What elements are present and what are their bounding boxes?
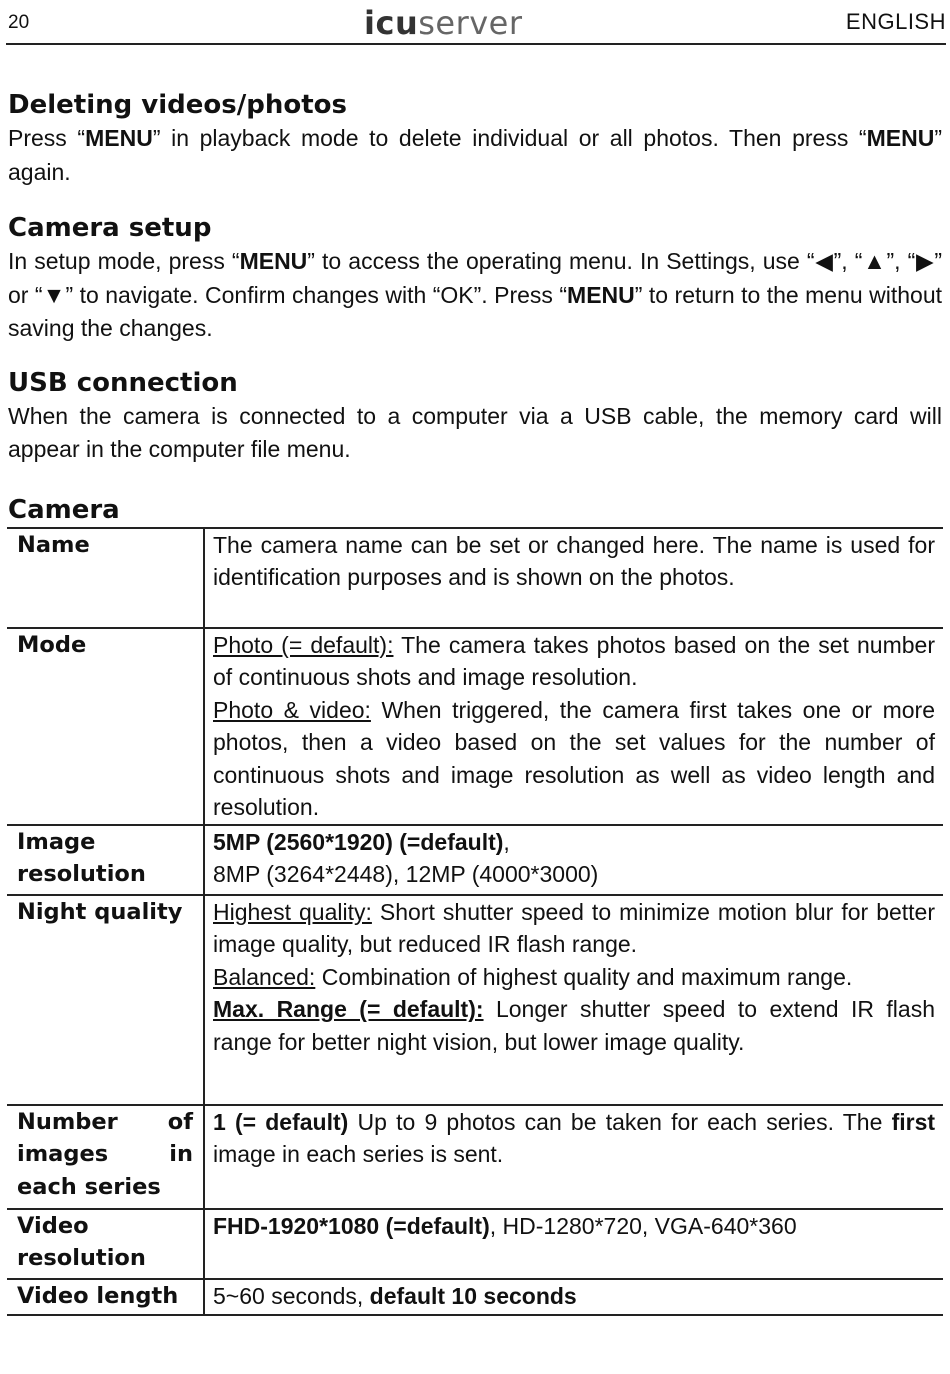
table-row-images-per-series [7, 1105, 943, 1209]
section-text-deleting [8, 122, 942, 189]
section-text-camera-setup [8, 245, 942, 346]
option-text: Short shutter speed to minimize motion blur for better image quality, but reduced IR flash range. [213, 898, 936, 957]
table-row-mode [7, 628, 943, 825]
label-line: Image [17, 828, 96, 855]
row-description [204, 895, 943, 1105]
other-values: , HD-1280*720, VGA-640*360 [489, 1212, 797, 1239]
option-highest-quality [213, 896, 935, 961]
label-line: resolution [17, 1245, 146, 1271]
row-label [7, 825, 204, 895]
row-description [204, 1209, 943, 1279]
section-title-deleting: Deleting videos/photos [8, 90, 347, 120]
option-photo-video [213, 694, 935, 824]
section-deleting [8, 88, 942, 189]
option-label: Highest quality: [213, 898, 372, 925]
label-line: Video [17, 1212, 89, 1239]
row-description: The camera name can be set or changed here. The name is used for identification purposes and is shown on the photos. [204, 528, 943, 628]
brand-logo [364, 4, 523, 42]
text-part: In setup mode, press “ [8, 248, 240, 274]
range-value: 5~60 seconds, [213, 1282, 370, 1309]
row-label: Mode [7, 628, 204, 825]
logo-bold-part: icu [364, 4, 419, 42]
menu-keyword: MENU [567, 281, 635, 308]
default-value: 1 (= default) [213, 1108, 349, 1135]
text-part: ” to access the operating menu. In Settings, use “◀”, “▲”, “▶” or “▼” to navigate. Confirm changes with “OK”. Press “ [8, 248, 943, 308]
section-title-camera: Camera [8, 494, 120, 525]
row-description [204, 825, 943, 895]
menu-keyword: MENU [239, 248, 308, 274]
section-text-usb: When the camera is connected to a computer via a USB cable, the memory card will appear in the computer file menu. [8, 402, 942, 462]
language-label: ENGLISH [845, 9, 946, 34]
label-line: Number of [17, 1108, 193, 1135]
page-content [8, 88, 942, 1316]
emphasis: first [891, 1108, 936, 1135]
section-camera-setup [8, 211, 942, 346]
option-label: Balanced: [213, 963, 316, 990]
text-part: ” again. [8, 125, 943, 185]
option-label: Photo & video: [213, 696, 371, 723]
text-part: Up to 9 photos can be taken for each series. The [348, 1108, 892, 1135]
text-part: ” to return to the menu without saving the changes. [8, 281, 942, 341]
text-part: ” in playback mode to delete individual or all photos. Then press “ [152, 125, 867, 151]
option-label: Photo (= default): [213, 631, 394, 658]
logo-light-part: server [418, 4, 523, 42]
option-label: Max. Range (= default): [213, 996, 484, 1022]
table-row-video-length [7, 1279, 943, 1315]
row-label: Night quality [7, 895, 204, 1105]
label-line: images in [17, 1141, 193, 1167]
table-row-image-resolution [7, 825, 943, 895]
option-balanced [213, 961, 935, 994]
default-value: FHD-1920*1080 (=default) [213, 1212, 490, 1239]
table-row-night-quality [7, 895, 943, 1105]
option-text: When triggered, the camera first takes one or more photos, then a video based on the set values for the number of continuous shots and image resolution as well as video length and resolution. [213, 696, 935, 820]
option-text: The camera takes photos based on the set number of continuous shots and image resolution. [213, 631, 935, 690]
row-label [7, 1209, 204, 1279]
menu-keyword: MENU [85, 125, 153, 151]
default-value: default 10 seconds [369, 1282, 577, 1309]
section-title-usb: USB connection [8, 367, 238, 398]
page-number: 20 [8, 12, 30, 33]
option-text: Combination of highest quality and maximum range. [315, 963, 853, 990]
label-line: resolution [17, 861, 146, 887]
other-values: 8MP (3264*2448), 12MP (4000*3000) [213, 861, 599, 887]
row-description [204, 628, 943, 825]
row-label: Video length [7, 1279, 204, 1315]
page-header [6, 0, 946, 45]
text-part: image in each series is sent. [213, 1141, 504, 1167]
label-line: each series [17, 1173, 161, 1200]
table-row-name [7, 528, 943, 628]
section-usb-connection [8, 366, 942, 467]
section-title-camera-setup: Camera setup [8, 213, 212, 243]
row-label: Name [7, 528, 204, 628]
option-max-range [213, 993, 935, 1058]
separator: , [503, 828, 510, 855]
row-label [7, 1105, 204, 1209]
row-description [204, 1279, 943, 1315]
option-photo [213, 629, 935, 694]
text-part: Press “ [8, 125, 86, 151]
camera-settings-table [7, 527, 943, 1316]
row-description [204, 1105, 943, 1209]
menu-keyword: MENU [866, 125, 935, 151]
table-row-video-resolution [7, 1209, 943, 1279]
option-text: Longer shutter speed to extend IR flash range for better night vision, but lower image quality. [213, 996, 935, 1055]
default-value: 5MP (2560*1920) (=default) [213, 828, 504, 855]
